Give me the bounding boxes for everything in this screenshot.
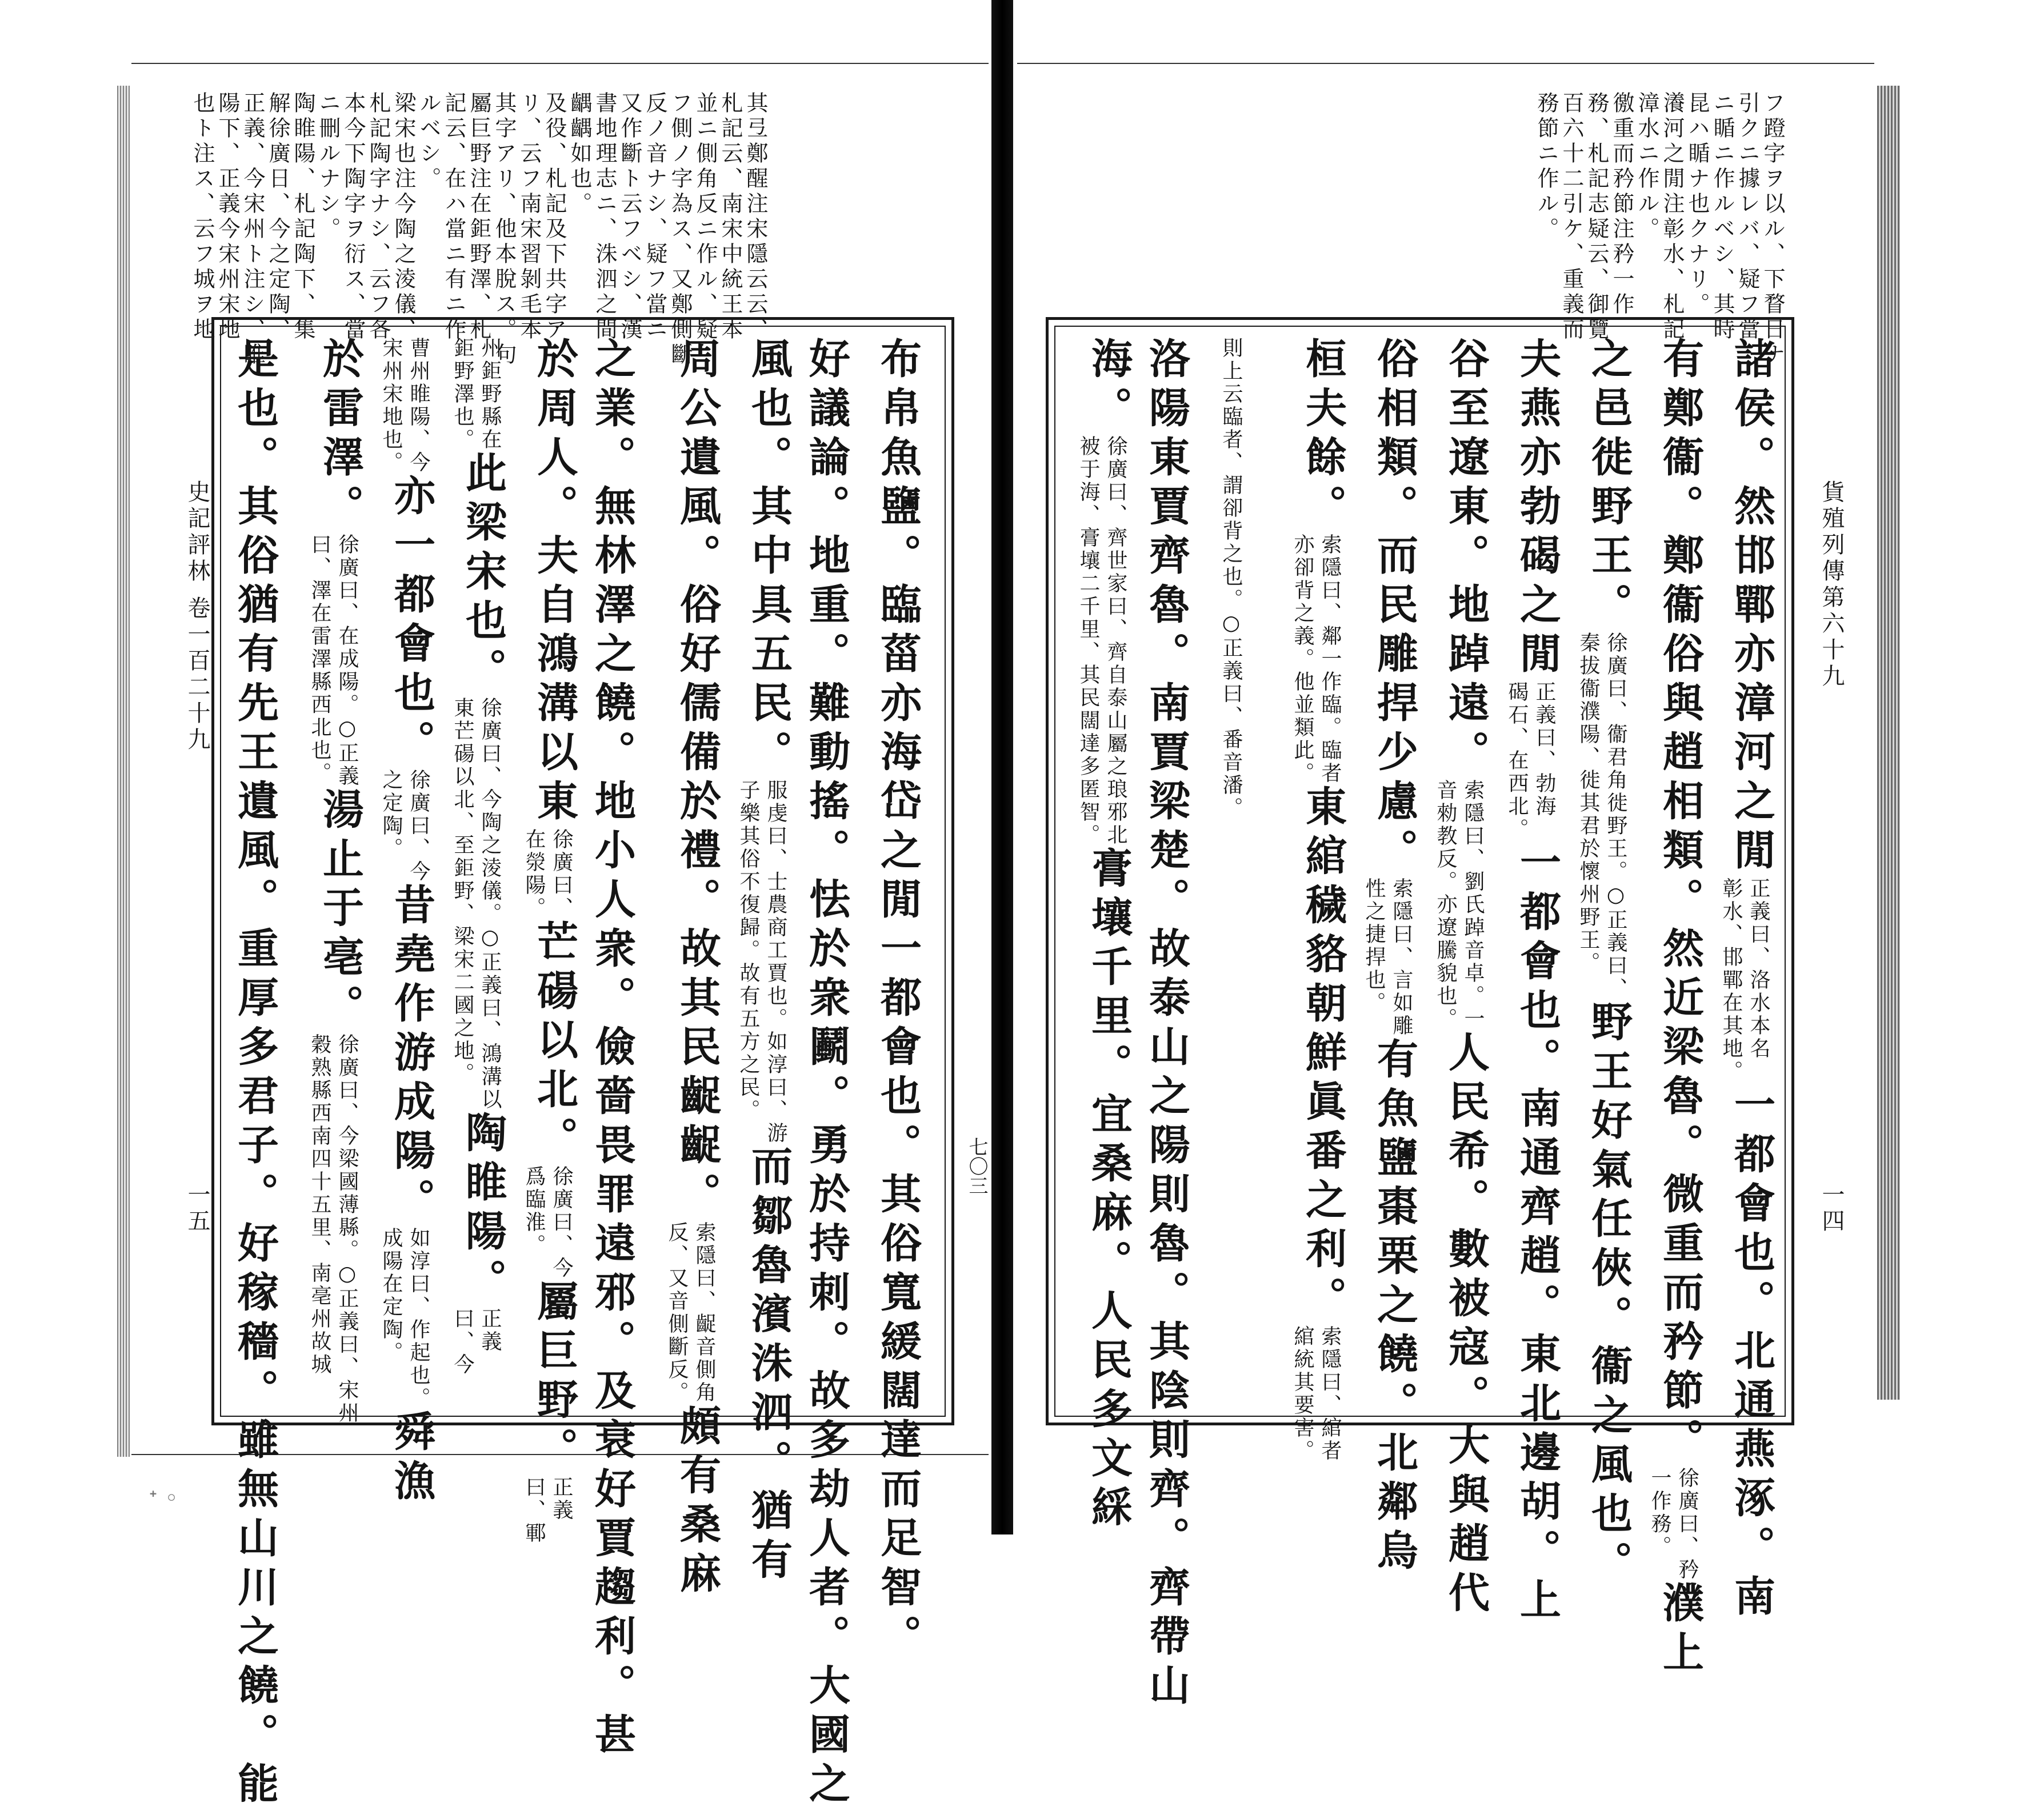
inline-note-line: 徐廣曰、今: [550, 1165, 573, 1280]
inline-note-line: 碣石、在西北。: [1505, 681, 1529, 841]
inline-note: [520, 828, 575, 920]
right-running-title: 貨殖列傳第六十九: [1818, 480, 1845, 690]
inline-note-line: 徐廣曰、今: [407, 769, 430, 883]
inline-note-line: 反、又音側斷反。: [665, 1221, 689, 1404]
inline-note-line: 如淳曰、作起也。: [407, 1227, 430, 1410]
inline-note-line: 徐廣曰、矜: [1675, 1467, 1699, 1581]
left-head-note-line: 其弖鄭醒注宋隱云云、: [743, 91, 768, 343]
inline-note-line: 宋州宋地也。: [379, 337, 403, 474]
inline-note: [520, 1476, 575, 1545]
inline-note-line: 正義曰、洛水本名: [1747, 878, 1770, 1060]
main-text: 而鄒魯濱洙泗。猶有: [745, 1145, 793, 1587]
inline-note-line: 爲臨淮。: [522, 1165, 546, 1257]
text-column: [1431, 337, 1490, 1620]
left-head-note-line: 並ニ側角反ニ作ル、疑: [693, 91, 718, 343]
inline-note-line: 徐廣曰、今梁國薄縣。○正義曰、宋州: [335, 1033, 359, 1425]
left-head-note-line: 齵齵如也。: [567, 91, 592, 217]
inline-note-line: 性之捷捍也。: [1362, 878, 1386, 1015]
inline-note: [377, 337, 432, 474]
right-head-note-line: ニ瞃ニ作ルベシ、其時: [1710, 91, 1735, 343]
center-page-number: 七〇三: [965, 1137, 988, 1195]
text-column: [874, 337, 922, 1664]
inline-note-line: 音勑教反。亦遼騰貌也。: [1434, 779, 1457, 1031]
inline-note-line: 曹州睢陽、今: [407, 337, 430, 474]
left-text-frame: [211, 317, 954, 1811]
main-text: 於雷澤。: [316, 337, 365, 534]
main-text: 洛陽東賈齊魯。南賈梁楚。故泰山之陽則魯。其陰則齊。齊帶山: [1142, 337, 1191, 1713]
inline-note: [663, 1221, 718, 1404]
main-text: 谷至遼東。地踔遠。: [1442, 337, 1490, 779]
inline-note-line: 穀熟縣西南四十五里、南亳州故城: [308, 1033, 331, 1376]
left-head-note-line: 陶睢陽、札記陶下、集: [290, 91, 315, 343]
right-head-note-line: フ蹬字ヲ以ル、下瞀日ナ: [1760, 91, 1785, 368]
inline-note-line: 索隱曰、鄰一作臨。臨者: [1318, 534, 1342, 785]
inline-note-line: 正義: [478, 1308, 502, 1353]
inline-note: [1217, 337, 1245, 820]
left-head-note-line: 札記云、南宋中統王本: [718, 91, 743, 343]
main-text: 人民希。數被寇。大與趙代: [1442, 1031, 1490, 1620]
left-head-note-line: 記云、在ハ當ニ有ニ作: [441, 91, 466, 343]
inline-note-line: 服虔曰、士農商工賈也。如淳曰、游: [764, 779, 787, 1145]
main-text: 之業。無林澤之饒。地小人衆。儉嗇畏罪遠邪。及衰好賈趨利。甚: [588, 337, 637, 1762]
left-head-note-line: 及役、札記及下共字ア: [542, 91, 567, 343]
main-text: 好議論。地重。難動搖。怯於衆鬬。勇於持刺。故多劫人者。大國之: [802, 337, 851, 1811]
left-head-note-line: 梁宋也注今陶之淩儀、: [391, 91, 416, 343]
inline-note-line: 鉅野澤也。: [451, 337, 474, 451]
main-text: 濮上: [1656, 1581, 1705, 1680]
main-text: 此梁宋也。: [459, 451, 507, 697]
text-column: [1074, 337, 1133, 1534]
left-head-note-line: 書地理志ニ、洙泗之間: [592, 91, 617, 343]
inline-note: [306, 534, 361, 788]
text-column: [1646, 337, 1705, 1680]
inline-note: [1574, 632, 1629, 1000]
inline-note-line: 正義: [550, 1476, 573, 1522]
inline-note-line: 徐廣曰、今陶之淩儀。○正義曰、鴻溝以: [478, 697, 502, 1111]
inline-note-line: 被于海、膏壤二千里、其民闊達多匿智。: [1077, 435, 1100, 847]
inline-note: [1289, 1325, 1343, 1463]
inline-note: [1717, 878, 1772, 1083]
inline-note: [1074, 435, 1129, 847]
main-text: 陶睢陽。: [459, 1111, 507, 1308]
text-column: [1142, 337, 1191, 1713]
text-column: [520, 337, 579, 1545]
left-head-note-line: 札記陶字ナシ、云フ各: [366, 91, 391, 343]
left-page-top-edge: [131, 63, 989, 64]
inline-note-line: 綰統其要害。: [1291, 1325, 1314, 1463]
inline-note-line: 在滎陽。: [522, 828, 546, 920]
inline-note-line: 索隱曰、齪音側角: [693, 1221, 716, 1404]
right-head-note-line: 漳水ニ作ル。: [1634, 91, 1659, 242]
left-head-note-line: ルベシ。: [416, 91, 441, 192]
right-head-note-line: 務、札記志疑云、御覽: [1584, 91, 1609, 343]
left-head-note-line: 解徐廣日、今之定陶、: [265, 91, 290, 343]
inline-note: [449, 337, 503, 451]
inline-note-line: 之定陶。: [379, 769, 403, 860]
inline-note: [377, 769, 432, 883]
left-head-note-line: 本今下陶字ヲ衍ス、當: [341, 91, 366, 343]
inline-note: [1646, 1467, 1701, 1581]
inline-note-line: 成陽在定陶。: [379, 1227, 403, 1364]
main-text: 桓夫餘。: [1299, 337, 1347, 534]
inline-note: [734, 779, 789, 1145]
inline-note-line: 曰、鄆: [522, 1476, 546, 1545]
right-head-note-line: 瀁河之閒注彰水、札記: [1659, 91, 1685, 343]
left-head-note-line: 屬巨野注在鉅野澤、札: [466, 91, 491, 343]
text-column: [1217, 337, 1245, 1405]
main-text: 亦一都會也。: [387, 474, 436, 769]
page-stain-mark: ᐩ ◦: [149, 1485, 178, 1512]
text-column: [802, 337, 851, 1811]
main-text: 野王好氣任俠。衞之風也。: [1585, 1000, 1633, 1590]
inline-note-line: 曰、澤在雷澤縣西北也。: [308, 534, 331, 785]
main-text: 俗相類。而民雕捍少慮。: [1370, 337, 1419, 878]
inline-note: [520, 1165, 575, 1280]
inline-note-line: 州鉅野縣在: [478, 337, 502, 451]
text-column: [1360, 337, 1419, 1578]
inline-note: [1431, 779, 1486, 1031]
left-head-note-line: 其字アリ、他本脫ス。句: [491, 91, 517, 368]
left-head-note-line: リ、云フ南宋習剝毛本: [517, 91, 542, 343]
left-head-note-line: 陽下、正義今宋州宋地: [215, 91, 240, 343]
main-text: 海。: [1085, 337, 1133, 435]
text-column: [1503, 337, 1562, 1627]
inline-note: [1360, 878, 1415, 1037]
inline-note-line: 索隱曰、言如雕: [1390, 878, 1413, 1037]
left-head-note-line: 又作斷ト云フベシ、漢: [617, 91, 642, 343]
text-column: [449, 337, 507, 1405]
main-text: 之邑徙野王。: [1585, 337, 1633, 632]
left-head-note-line: 反ノ音ナシ、疑フ當ニ: [642, 91, 667, 343]
main-text: 頗有桑麻: [673, 1404, 722, 1601]
main-text: 屬巨野。: [530, 1280, 579, 1476]
left-page-number: 一五: [184, 1183, 210, 1235]
right-head-note-line: 昆ハ瞃ナ也クナリ。: [1685, 91, 1710, 318]
main-text: 有魚鹽棗栗之饒。北鄰烏: [1370, 1037, 1419, 1578]
text-column: [1289, 337, 1347, 1463]
inline-note: [1503, 681, 1558, 841]
left-head-note-line: ニ刪ルナシ。: [315, 91, 341, 242]
right-page-number: 一四: [1818, 1183, 1845, 1235]
text-column: [663, 337, 722, 1601]
inline-note: [306, 1033, 361, 1425]
inline-note: [449, 697, 503, 1111]
right-head-note-line: 徼重而矜節注矜一作: [1609, 91, 1634, 318]
main-text: 周公遺風。俗好儒備於禮。故其民齪齪。: [673, 337, 722, 1221]
text-column: [377, 337, 436, 1508]
main-text: 膏壤千里。宜桑麻。人民多文綵: [1085, 847, 1133, 1534]
inline-note-line: 索隱曰、劉氏踔音卓。一: [1461, 779, 1485, 1031]
inline-note: [1289, 534, 1343, 785]
main-text: 有鄭衞。鄭衞俗與趙相類。然近梁魯。微重而矜節。: [1656, 337, 1705, 1467]
main-text: 布帛魚鹽。臨菑亦海岱之閒一都會也。其俗寬緩闊達而足智。: [874, 337, 922, 1664]
main-text: 於周人。夫自鴻溝以東: [530, 337, 579, 828]
inline-note: [377, 1227, 432, 1410]
inline-note-line: 徐廣曰、齊世家曰、齊自泰山屬之琅邪北: [1104, 435, 1127, 847]
main-text: 昔堯作游成陽。: [387, 883, 436, 1227]
text-column: [231, 337, 279, 1811]
main-text: 舜漁: [387, 1410, 436, 1508]
text-column: [588, 337, 637, 1762]
main-text: 諸侯。然邯鄲亦漳河之閒: [1727, 337, 1776, 878]
right-head-note-line: 百六十二引ケ、重義而: [1559, 91, 1584, 343]
main-text: 夫燕亦勃碣之閒: [1513, 337, 1562, 681]
inline-note-line: 一作務。: [1648, 1467, 1671, 1558]
inline-note: [449, 1308, 503, 1376]
inline-note-line: 彰水、邯鄲在其地。: [1719, 878, 1743, 1083]
main-text: 東綰穢貉朝鮮眞番之利。: [1299, 785, 1347, 1325]
inline-note-line: 徐廣曰、: [550, 828, 573, 920]
inline-note-line: 則上云臨者、謂卻背之也。○正義曰、番音潘。: [1219, 337, 1243, 820]
left-head-note-line: 也ト注ス、云フ城ヲ地: [190, 91, 215, 343]
right-head-note-line: 引クニ據レバ、疑フ當: [1735, 91, 1760, 343]
text-column: [734, 337, 793, 1587]
left-running-title: 史記評林 卷一百二十九: [184, 480, 210, 754]
inline-note-line: 秦拔衞濮陽、徙其君於懷州野王。: [1577, 632, 1600, 975]
inline-note-line: 亦卻背之義。他並類此。: [1291, 534, 1314, 785]
left-head-note-line: 正義、今宋州ト注シ、睢: [240, 91, 265, 368]
inline-note-line: 東芒碭以北、至鉅野、梁宋二國之地。: [451, 697, 474, 1085]
main-text: 風也。其中具五民。: [745, 337, 793, 779]
text-column: [306, 337, 365, 1425]
right-page-top-edge: [1017, 63, 1874, 64]
right-page-edge: [1877, 86, 1900, 1400]
inline-note-line: 曰、今: [451, 1308, 474, 1376]
inline-note-line: 徐廣曰、衞君角徙野王。○正義曰、: [1604, 632, 1627, 1000]
book-gutter: [991, 0, 1013, 1534]
right-text-frame: [1046, 317, 1794, 1713]
main-text: 芒碭以北。: [530, 920, 579, 1165]
main-text: 是也。其俗猶有先王遺風。重厚多君子。好稼穡。雖無山川之饒。能: [231, 337, 279, 1811]
inline-note-line: 正義曰、勃海: [1533, 681, 1556, 818]
inline-note-line: 索隱曰、綰者: [1318, 1325, 1342, 1463]
left-page-edge: [117, 86, 130, 1457]
text-column: [1574, 337, 1633, 1590]
main-text: 一都會也。南通齊趙。東北邊胡。上: [1513, 841, 1562, 1627]
main-text: 湯止于亳。: [316, 788, 365, 1033]
main-text: 一都會也。北通燕涿。南: [1727, 1083, 1776, 1624]
text-column: [1717, 337, 1776, 1624]
inline-note-line: 徐廣曰、在成陽。○正義: [335, 534, 359, 788]
inline-note-line: 子樂其俗不復歸。故有五方之民。: [737, 779, 760, 1122]
right-head-note-line: 務節ニ作ル。: [1534, 91, 1559, 242]
left-head-note-line: フ側ノ字為ス、又鄭側斷: [667, 91, 693, 368]
